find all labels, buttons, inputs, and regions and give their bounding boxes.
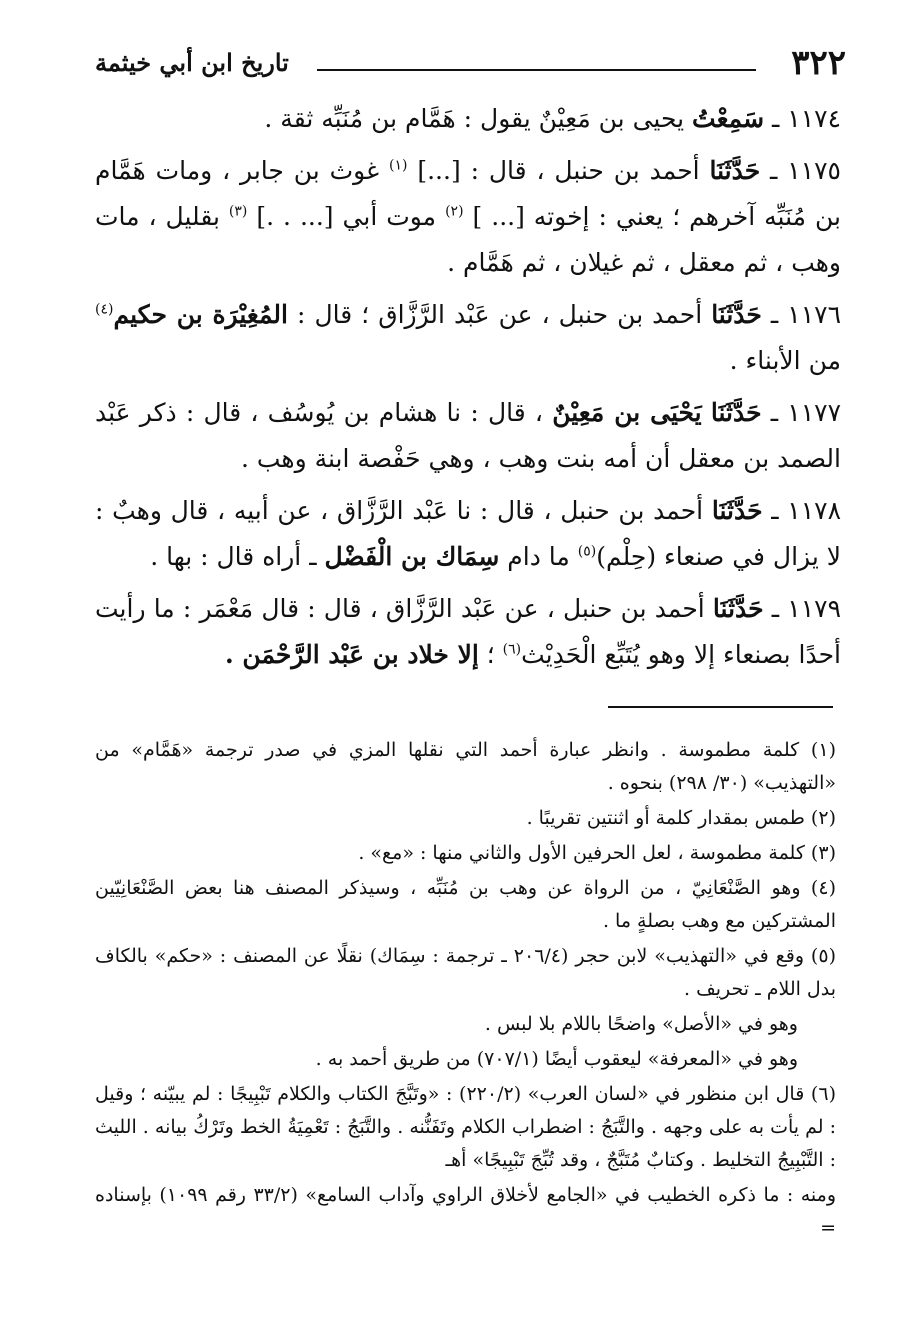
footnote-ref-2[interactable]: (٢) bbox=[445, 203, 464, 220]
narrator-name: المُغِيْرَة بن حكيم bbox=[113, 300, 288, 329]
main-text bbox=[95, 96, 841, 684]
entry-text: أحمد بن حنبل ، قال : نا عَبْد الرَّزَّاق ، عن أبيه ، قال وهبٌ : لا يزال في صنعاء (حِلْم) bbox=[95, 496, 841, 571]
entry-number: ١١٧٧ ـ bbox=[770, 398, 842, 427]
entry-text: موت أبي [... . .] bbox=[256, 202, 437, 231]
narration-verb: حَدَّثَنَا bbox=[711, 300, 762, 329]
page-number: ٣٢٢ bbox=[791, 43, 846, 83]
footnote-ref-1[interactable]: (١) bbox=[389, 157, 408, 174]
entry-text: من الأبناء . bbox=[729, 346, 841, 375]
entry-number: ١١٧٦ ـ bbox=[770, 300, 841, 329]
footnote-3: (٣) كلمة مطموسة ، لعل الحرفين الأول والثاني منها : «مع» . bbox=[358, 842, 836, 864]
footnote-4: (٤) وهو الصَّنْعَانِيّ ، من الرواة عن وهب بن مُنَبِّه ، وسيذكر المصنف هنا بعض الصَّنْعَانِيّين المشتركين مع وهب بصلةٍ ما . bbox=[95, 877, 836, 932]
narration-verb: حَدَّثَنَا bbox=[711, 496, 763, 525]
footnote-5-continuation: وهو في «الأصل» واضحًا باللام بلا لبس . bbox=[484, 1013, 798, 1035]
entry-number: ١١٧٨ ـ bbox=[771, 496, 842, 525]
entry-1177 bbox=[95, 390, 841, 482]
footnote-ref-5[interactable]: (٥) bbox=[577, 543, 597, 560]
footnote-ref-3[interactable]: (٣) bbox=[228, 203, 248, 220]
footnote-divider bbox=[608, 706, 833, 708]
running-title: تاريخ ابن أبي خيثمة bbox=[95, 48, 289, 77]
entry-1174 bbox=[95, 96, 841, 142]
footnote-1: (١) كلمة مطموسة . وانظر عبارة أحمد التي نقلها المزي في صدر ترجمة «هَمَّام» من «التهذيب» (٣٠/ ٢٩٨) بنحوه . bbox=[95, 739, 836, 794]
header-rule bbox=[317, 69, 756, 71]
footnote-5: (٥) وقع في «التهذيب» لابن حجر (٢٠٦/٤ ـ ترجمة : سِمَاك) نقلًا عن المصنف : «حكم» بالكاف بدل اللام ـ تحريف . bbox=[95, 945, 836, 1000]
footnote-5-continuation: وهو في «المعرفة» ليعقوب أيضًا (٧٠٧/١) من طريق أحمد به . bbox=[315, 1048, 798, 1070]
entry-text: أحمد بن حنبل ، عن عَبْد الرَّزَّاق ، قال : قال مَعْمَر : ما رأيت أحدًا بصنعاء إلا وهو يُتَبِّع الْحَدِيْث bbox=[95, 594, 841, 669]
entry-text: أحمد بن حنبل ، قال : [...] bbox=[417, 156, 700, 185]
entry-text: أحمد بن حنبل ، عن عَبْد الرَّزَّاق ؛ قال : bbox=[297, 300, 703, 329]
entry-text: بقليل ، مات وهب ، ثم معقل ، ثم غيلان ، ثم هَمَّام . bbox=[95, 202, 841, 277]
entry-text: ، قال : نا هشام بن يُوسُف ، قال : ذكر عَبْد الصمد بن معقل أن أمه بنت وهب ، وهي حَفْصة ابنة وهب . bbox=[95, 398, 841, 473]
footnote-ref-4[interactable]: (٤) bbox=[95, 301, 114, 318]
entry-1179 bbox=[95, 586, 841, 678]
narrator-name: يَحْيَى بن مَعِيْنٌ bbox=[552, 398, 702, 427]
footnote-6-continuation: ومنه : ما ذكره الخطيب في «الجامع لأخلاق الراوي وآداب السامع» (٣٣/٢ رقم ١٠٩٩) بإسناده = bbox=[95, 1184, 836, 1239]
narration-verb: سَمِعْتُ bbox=[692, 104, 765, 133]
narration-verb: حَدَّثَنَا bbox=[710, 398, 762, 427]
entry-number: ١١٧٥ ـ bbox=[770, 156, 841, 185]
entry-1178 bbox=[95, 488, 841, 580]
footnotes bbox=[95, 734, 836, 1247]
narration-verb: حَدَّثَنَا bbox=[709, 156, 761, 185]
entry-text: ؛ bbox=[486, 640, 495, 669]
entry-number: ١١٧٩ ـ bbox=[771, 594, 841, 623]
entry-text: ـ أراه قال : بها . bbox=[150, 542, 317, 571]
entry-text: غوث بن جابر ، ومات هَمَّام بن مُنَبِّه آخرهم ؛ يعني : إخوته [... ] bbox=[95, 156, 841, 231]
entry-1176 bbox=[95, 292, 841, 384]
footnote-ref-6[interactable]: (٦) bbox=[502, 641, 522, 658]
entry-text: ما دام bbox=[507, 542, 570, 571]
entry-number: ١١٧٤ ـ bbox=[772, 104, 841, 133]
entry-text: يحيى بن مَعِيْنٌ يقول : هَمَّام بن مُنَبِّه ثقة . bbox=[264, 104, 685, 133]
entry-1175 bbox=[95, 148, 841, 286]
footnote-6: (٦) قال ابن منظور في «لسان العرب» (٢٢٠/٢) : «وتَبَّجَ الكتاب والكلام تَبْبِيجًا : لم يبيّنه ؛ وقيل : لم يأت به على وجهه . والتَّبَجُ : اضطراب الكلام وتَفَنُّنه . والتَّبَجُ : تَعْمِيَةُ الخط وتَرْكُ بيانه . الليث : التَّبْبِيجُ التخليط . وكتابٌ مُتَبَّجٌ ، وقد تُبِّجَ تَبْبِيجًا» أهـ bbox=[95, 1083, 836, 1171]
footnote-2: (٢) طمس بمقدار كلمة أو اثنتين تقريبًا . bbox=[526, 807, 836, 829]
narration-verb: حَدَّثَنَا bbox=[712, 594, 764, 623]
narrator-name: إلا خلاد بن عَبْد الرَّحْمَن . bbox=[225, 640, 479, 669]
page-header bbox=[95, 38, 846, 88]
narrator-name: سِمَاك بن الْفَضْل bbox=[324, 542, 500, 571]
